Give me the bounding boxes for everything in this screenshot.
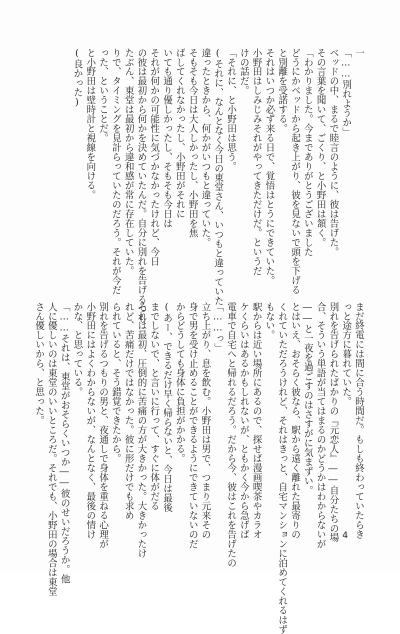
text-line: 「……別れようか」	[340, 48, 352, 137]
text-line: られていると、そう錯覚できたから。	[109, 302, 121, 464]
text-line: 「わかりました。今までありがとうございました	[301, 48, 313, 257]
text-line: まだ終電には間に合う時間だ。もしも終わっていたらき	[353, 302, 364, 540]
text-line: ベッドの中、まるで睦言のように、彼は告げた。	[327, 48, 339, 257]
text-line: 「それに、と小野田は思う。	[225, 48, 237, 172]
text-line: 違ったときから、何かがいつもと違っていた。	[199, 48, 211, 248]
text-line: 別れを告げるつもりの男と、夜通しで身体を重ねる心理が	[97, 302, 109, 549]
text-line: 駅からは近い場所にあるので、探せば漫画喫茶やカラオ	[250, 302, 262, 540]
page-number: 4	[342, 531, 348, 541]
text-line: 小野田にはよくわからないが、なんとなく、最後の情け	[84, 302, 96, 540]
text-line: さん優しいから、と思った。	[33, 302, 45, 426]
text-line: った、ということだ。	[97, 48, 109, 143]
text-line: からどうしても身体に負担がかかる。	[173, 302, 185, 464]
text-line: れど、苦痛だけではなかった。彼に形だけでも求め	[122, 302, 134, 521]
text-line: とはいえ、おそらく彼なら、駅から遠く離れた最寄りの	[289, 302, 301, 540]
text-line: と小野田は壁時計と視線を向ける。	[84, 48, 96, 200]
text-line: までしないで、と言いに行って、すぐに体がだる	[148, 302, 160, 511]
text-line: それは最初、圧倒的に苦痛の方が大きかった。大きかったけ	[135, 302, 147, 559]
text-line: けの話だ。	[237, 48, 249, 96]
text-line: 小野田はしみじみそれがやってきただけだ。というだ	[250, 48, 262, 276]
text-line: 「……それは、東堂がおそらくいつか――彼のせいだろうか。他	[58, 302, 70, 584]
text-line: 「……っ」	[212, 302, 224, 353]
text-line: 人に優しいのは東堂のいいところだ。それでも、小野田の場合は東堂	[45, 302, 57, 597]
text-line: っと途方に暮れていた。	[340, 302, 352, 407]
text-line: ばしてくれなかったし、小野田がそれに	[173, 48, 185, 219]
text-line: いても通り優しかったし、そもそも今日は	[161, 48, 173, 229]
text-line: 合、そういう単語が当てはまるのかどうかはわからないが	[314, 302, 326, 549]
text-line: それはいつか必ず来る日で、覚悟はとうにできていた。	[263, 48, 275, 286]
text-line: 身で男を受け止めることができるようにできていないのだ	[186, 302, 198, 549]
text-line: どうにかベッドから起き上がり、彼を見ないで頭を下げる	[289, 48, 301, 295]
text-line: 立ち上がり、息を飲む。小野田は男で、つまり元来その	[199, 302, 211, 540]
text-line: ケくらいはあるかもしれないが、ともかく今から急げば	[237, 302, 249, 540]
text-line: の彼は最初から何かを決めていたんだ。自分に別れを告げるつも	[135, 48, 147, 324]
text-line: その言葉を聞いて、ごくり、と小野田は頷く。	[314, 48, 326, 248]
text-line: (良かった)	[71, 48, 83, 109]
text-line: たぶん、東堂は最初から違和感が常に存在していた。	[122, 48, 134, 276]
lower-text-block	[33, 302, 364, 634]
text-line: (それに、なんとなく今日の東堂さん、いつもと違っていた	[212, 48, 224, 306]
text-line: 別れを告げられたばかりの『元恋人』――自分たちの場	[327, 302, 339, 543]
text-line: くれていただろうけれど、それはきっと、自宅マンションに泊めてくれるはず	[276, 302, 288, 634]
text-line: (あー、できるだけ早く帰らないと、今日は最後	[161, 302, 173, 513]
text-line: それが何かの可能性に気づかなかったけれど、今日	[148, 48, 160, 267]
text-line: 一	[353, 48, 364, 58]
text-line: そもそも今日は大人しかったし、小野田を焦	[186, 48, 198, 238]
text-line: もない。	[263, 302, 275, 340]
text-line: 電車で自宅へと帰れるだろう。だから今、彼はこれを告げたの	[225, 302, 237, 568]
text-line: ――と一夜を過ごすのはさすがに気まずい。	[301, 302, 313, 496]
text-line: と別離を受諾する。	[276, 48, 288, 134]
text-line: かな、と思っている。	[71, 302, 83, 397]
text-line: りで、タイミングを見計らっていたのだろう。それが今だ	[109, 48, 121, 295]
